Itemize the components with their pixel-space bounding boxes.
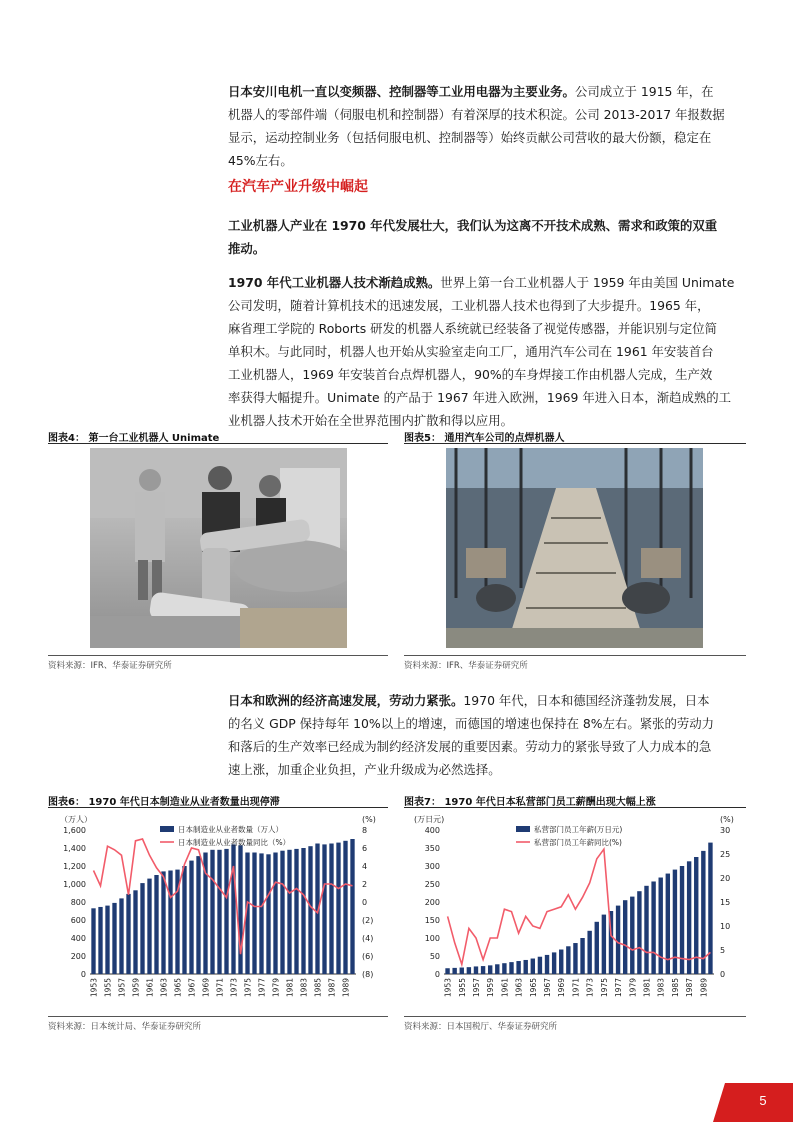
bar — [119, 898, 123, 974]
figure-4-title: 图表4： 第一台工业机器人 Unimate — [48, 433, 220, 444]
left-tick-label: 1,000 — [63, 880, 86, 889]
left-tick-label: 350 — [424, 844, 440, 853]
bar — [98, 907, 102, 974]
legend-label-line: 私营部门员工年薪同比(%) — [534, 838, 622, 847]
left-tick-label: 150 — [424, 916, 440, 925]
x-tick-label: 1967 — [187, 978, 197, 998]
bar — [133, 890, 137, 974]
x-tick-label: 1961 — [145, 978, 155, 998]
x-tick-label: 1959 — [486, 978, 496, 998]
x-tick-label: 1969 — [201, 978, 211, 998]
bar — [623, 900, 627, 974]
bar — [687, 861, 691, 974]
x-tick-label: 1965 — [173, 978, 183, 998]
bar — [329, 844, 333, 975]
right-tick-label: (2) — [362, 916, 374, 925]
bar — [552, 952, 556, 974]
figure-6-rule — [48, 807, 388, 808]
x-tick-label: 1959 — [131, 978, 141, 998]
figure-5-title: 图表5： 通用汽车公司的点焊机器人 — [404, 433, 565, 444]
legend-swatch-bar — [516, 826, 530, 832]
x-tick-label: 1969 — [557, 978, 567, 998]
bar — [259, 853, 263, 974]
section-title: 在汽车产业升级中崛起 — [228, 179, 368, 195]
left-tick-label: 0 — [434, 970, 440, 979]
bar — [217, 850, 221, 974]
bar — [308, 846, 312, 974]
x-tick-label: 1971 — [571, 978, 581, 998]
paragraph-line: 显示，运动控制业务（包括伺服电机、控制器等）始终贡献公司营收的最大份额，稳定在 — [228, 130, 712, 145]
bar — [147, 879, 151, 974]
bar — [587, 931, 591, 974]
right-tick-label: 2 — [362, 880, 368, 889]
bar — [545, 955, 549, 974]
left-tick-label: 1,400 — [63, 844, 86, 853]
paragraph-line: 速上涨，加重企业负担，产业升级成为必然选择。 — [228, 762, 501, 777]
x-tick-label: 1965 — [528, 978, 538, 998]
line-series — [448, 849, 711, 964]
bar — [273, 853, 277, 975]
paragraph-line: 业机器人技术开始在全世界范围内扩散和得以应用。 — [228, 413, 513, 428]
left-tick-label: 600 — [70, 916, 86, 925]
bar — [580, 938, 584, 974]
x-tick-label: 1987 — [327, 978, 337, 998]
paragraph-thesis — [228, 214, 746, 260]
x-tick-label: 1979 — [271, 978, 281, 998]
right-axis-unit: (%) — [720, 815, 734, 824]
x-tick-label: 1977 — [257, 978, 267, 998]
bar — [595, 922, 599, 974]
right-tick-label: 15 — [720, 898, 731, 907]
paragraph-line: 单积木。与此同时，机器人也开始从实验室走向工厂，通用汽车公司在 1961 年安装首台 — [228, 344, 714, 359]
bar — [460, 968, 464, 974]
figure-4-source: 资料来源：IFR、华泰证券研究所 — [48, 661, 172, 671]
paragraph-line: 机器人的零部件端（伺服电机和控制器）有着深厚的技术积淀。公司 2013-2017 年报数据 — [228, 107, 725, 122]
bar — [343, 841, 347, 974]
x-tick-label: 1961 — [500, 978, 510, 998]
paragraph-lead: 日本和欧洲的经济高速发展，劳动力紧张。 — [228, 693, 464, 708]
left-tick-label: 250 — [424, 880, 440, 889]
figure-5-rule — [404, 443, 746, 444]
left-tick-label: 200 — [424, 898, 440, 907]
left-tick-label: 1,600 — [63, 826, 86, 835]
bar — [602, 915, 606, 974]
bar — [154, 875, 158, 974]
paragraph-line: 工业机器人，1969 年安装首台点焊机器人，90%的车身焊接工作由机器人完成，生产效 — [228, 367, 713, 382]
left-tick-label: 300 — [424, 862, 440, 871]
bar — [531, 959, 535, 974]
paragraph-line: 公司成立于 1915 年，在 — [574, 84, 714, 99]
bar — [322, 844, 326, 974]
legend-label-bar: 私营部门员工年薪(万日元) — [534, 825, 623, 834]
x-tick-label: 1989 — [341, 978, 351, 998]
bar — [224, 849, 228, 974]
figure-6-title: 图表6： 1970 年代日本制造业从业者数量出现停滞 — [48, 797, 280, 808]
figure-7-chart — [404, 810, 746, 1015]
x-tick-label: 1981 — [285, 978, 295, 998]
figure-6-chart — [48, 810, 388, 1015]
bar — [301, 848, 305, 974]
right-tick-label: 6 — [362, 844, 368, 853]
right-tick-label: 4 — [362, 862, 368, 871]
bar — [701, 851, 705, 974]
x-tick-label: 1985 — [670, 978, 680, 998]
legend-label-bar: 日本制造业从业者数量（万人） — [178, 825, 283, 834]
x-tick-label: 1979 — [628, 978, 638, 998]
bar — [573, 943, 577, 974]
bar — [280, 851, 284, 974]
figure-4-bottom-rule — [48, 655, 388, 656]
bar — [495, 964, 499, 974]
bar — [266, 854, 270, 974]
figure-7-rule — [404, 807, 746, 808]
x-tick-label: 1989 — [699, 978, 709, 998]
x-tick-label: 1955 — [103, 978, 113, 998]
page-number: 5 — [759, 1093, 767, 1108]
figure-5-source: 资料来源：IFR、华泰证券研究所 — [404, 661, 528, 671]
bar — [350, 839, 354, 974]
bar — [161, 871, 165, 974]
bar — [467, 967, 471, 974]
figure-4-rule — [48, 443, 388, 444]
bar — [488, 965, 492, 974]
bar — [559, 950, 563, 974]
bar — [168, 871, 172, 975]
bar — [112, 903, 116, 974]
figure-6-bottom-rule — [48, 1016, 388, 1017]
paragraph-line: 工业机器人产业在 1970 年代发展壮大，我们认为这离不开技术成熟、需求和政策的双重 — [228, 218, 718, 233]
right-axis-unit: (%) — [362, 815, 376, 824]
right-tick-label: 0 — [362, 898, 368, 907]
paragraph-lead: 1970 年代工业机器人技术渐趋成熟。 — [228, 275, 441, 290]
paragraph-line: 麻省理工学院的 Roborts 研发的机器人系统就已经装备了视觉传感器，并能识别与定位简 — [228, 321, 718, 336]
figure-5-photo — [446, 448, 703, 648]
right-tick-label: 0 — [720, 970, 726, 979]
right-tick-label: (4) — [362, 934, 374, 943]
right-tick-label: 10 — [720, 922, 731, 931]
figure-4-photo — [90, 448, 347, 648]
bar — [189, 861, 193, 974]
right-tick-label: 25 — [720, 850, 731, 859]
bar — [231, 844, 235, 974]
x-tick-label: 1973 — [229, 978, 239, 998]
bar — [126, 894, 130, 974]
x-tick-label: 1975 — [599, 978, 609, 998]
left-tick-label: 50 — [429, 952, 440, 961]
x-tick-label: 1967 — [543, 978, 553, 998]
x-tick-label: 1985 — [313, 978, 323, 998]
figure-7-title: 图表7： 1970 年代日本私营部门员工薪酬出现大幅上涨 — [404, 797, 656, 808]
bar — [452, 968, 456, 974]
figure-7-source: 资料来源：日本国税厅、华泰证券研究所 — [404, 1022, 558, 1032]
x-tick-label: 1957 — [117, 978, 127, 998]
left-tick-label: 200 — [70, 952, 86, 961]
x-tick-label: 1953 — [89, 978, 99, 998]
paragraph-line: 率获得大幅提升。Unimate 的产品于 1967 年进入欧洲，1969 年进入日本，渐趋成熟的工 — [228, 390, 732, 405]
x-tick-label: 1957 — [471, 978, 481, 998]
line-series — [94, 839, 353, 954]
paragraph-line: 世界上第一台工业机器人于 1959 年由美国 Unimate — [440, 275, 735, 290]
paragraph-line: 的名义 GDP 保持每年 10%以上的增速，而德国的增速也保持在 8%左右。紧张的劳动力 — [228, 716, 715, 731]
right-tick-label: 20 — [720, 874, 731, 883]
figure-7-bottom-rule — [404, 1016, 746, 1017]
bar — [659, 878, 663, 974]
bar — [509, 962, 513, 974]
paragraph-line: 1970 年代，日本和德国经济蓬勃发展，日本 — [463, 693, 710, 708]
bar — [238, 845, 242, 974]
bar — [481, 966, 485, 974]
x-tick-label: 1971 — [215, 978, 225, 998]
bar — [105, 906, 109, 974]
bar — [637, 891, 641, 974]
bar — [516, 961, 520, 974]
right-tick-label: (8) — [362, 970, 374, 979]
left-tick-label: 0 — [80, 970, 86, 979]
bar — [502, 963, 506, 974]
legend-swatch-bar — [160, 826, 174, 832]
paragraph-lead: 日本安川电机一直以变频器、控制器等工业用电器为主要业务。 — [228, 84, 575, 99]
x-tick-label: 1973 — [585, 978, 595, 998]
left-axis-unit: （万人） — [60, 815, 92, 824]
paragraph-economy — [228, 689, 746, 781]
paragraph-line: 和落后的生产效率已经成为制约经济发展的重要因素。劳动力的紧张导致了人力成本的急 — [228, 739, 712, 754]
paragraph-line: 公司发明，随着计算机技术的迅速发展，工业机器人技术也得到了大步提升。1965 年， — [228, 298, 710, 313]
bar — [474, 966, 478, 974]
bar — [630, 897, 634, 974]
bar — [538, 957, 542, 974]
bar — [566, 946, 570, 974]
bar — [196, 856, 200, 974]
paragraph-technology — [228, 271, 746, 432]
right-tick-label: (6) — [362, 952, 374, 961]
left-axis-unit: (万日元) — [414, 815, 445, 824]
right-tick-label: 5 — [720, 946, 726, 955]
legend-label-line: 日本制造业从业者数量同比（%） — [178, 838, 291, 847]
paragraph-line: 45%左右。 — [228, 153, 293, 168]
bar — [644, 886, 648, 974]
figure-6-source: 资料来源：日本统计局、华泰证券研究所 — [48, 1022, 202, 1032]
left-tick-label: 400 — [70, 934, 86, 943]
bar — [336, 843, 340, 974]
right-tick-label: 8 — [362, 826, 368, 835]
x-tick-label: 1963 — [514, 978, 524, 998]
left-tick-label: 400 — [424, 826, 440, 835]
bar — [210, 850, 214, 974]
bar — [524, 960, 528, 974]
x-tick-label: 1977 — [614, 978, 624, 998]
bar — [182, 866, 186, 974]
bar — [91, 908, 95, 974]
bar — [140, 883, 144, 974]
left-tick-label: 800 — [70, 898, 86, 907]
paragraph-line: 推动。 — [228, 241, 266, 256]
bar — [252, 853, 256, 975]
x-tick-label: 1975 — [243, 978, 253, 998]
left-tick-label: 1,200 — [63, 862, 86, 871]
x-tick-label: 1987 — [685, 978, 695, 998]
paragraph-yaskawa — [228, 80, 746, 172]
x-tick-label: 1983 — [656, 978, 666, 998]
right-tick-label: 30 — [720, 826, 731, 835]
bar — [616, 906, 620, 974]
figure-5-bottom-rule — [404, 655, 746, 656]
left-tick-label: 100 — [424, 934, 440, 943]
x-tick-label: 1981 — [642, 978, 652, 998]
bar — [287, 850, 291, 974]
x-tick-label: 1963 — [159, 978, 169, 998]
x-tick-label: 1953 — [443, 978, 453, 998]
x-tick-label: 1955 — [457, 978, 467, 998]
bar — [294, 849, 298, 974]
bar — [445, 968, 449, 974]
bar — [651, 881, 655, 974]
page-number-tab — [713, 1083, 793, 1122]
x-tick-label: 1983 — [299, 978, 309, 998]
